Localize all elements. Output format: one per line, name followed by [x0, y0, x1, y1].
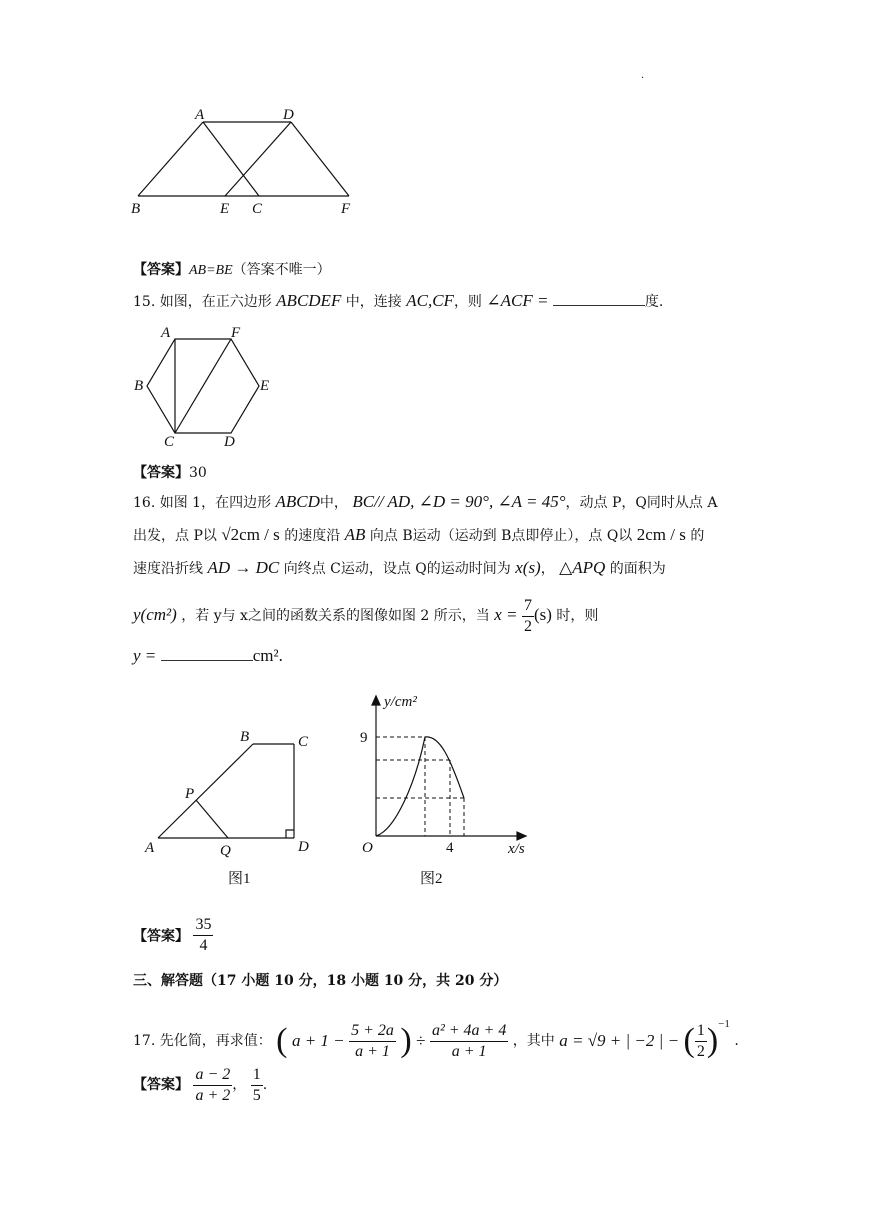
question-16-line4: [133, 595, 598, 637]
fig16b-ylabel: y/cm²: [384, 694, 417, 710]
q16-text: 向终点 C运动，设点 Q的运动时间为: [283, 561, 511, 577]
frac-den: a + 1: [451, 1042, 487, 1060]
q16-shape: ABCD: [275, 492, 320, 511]
fig14-label-B: B: [131, 201, 141, 217]
fig16a-label-C: C: [298, 734, 309, 750]
q16-text: 的: [690, 528, 705, 544]
fig15-label-D: D: [224, 434, 235, 450]
q16-text: 时，则: [556, 608, 599, 624]
section-heading: 三、解答题（17 小题 10 分，18 小题 10 分，共 20 分）: [133, 973, 508, 989]
answer-value: AB=BE: [189, 263, 233, 278]
q16-y-eq: y =: [133, 646, 157, 665]
frac-num: 1: [251, 1065, 263, 1086]
fig14-label-A: A: [195, 107, 205, 123]
q16-text: 出发，点 P以: [133, 528, 217, 544]
fig16b-tick-9: 9: [360, 730, 368, 746]
q17-divide: ÷: [416, 1031, 426, 1050]
q16-x-unit: (s): [533, 605, 552, 624]
answer-fraction: [193, 915, 213, 956]
frac-num: 7: [522, 596, 534, 617]
answer-15: [133, 462, 207, 482]
q16-fraction: [522, 596, 534, 637]
frac-den: 2: [696, 1042, 705, 1060]
q16-text: 速度沿折线: [133, 561, 203, 577]
q15-text2: 中，连接: [345, 294, 402, 310]
q16-text: ，: [540, 561, 555, 577]
paren-close: ): [400, 1022, 412, 1059]
question-16-line1: [133, 492, 717, 512]
frac-num: 35: [193, 915, 213, 936]
fig14-label-C: C: [252, 201, 263, 217]
fig16a-label-B: B: [240, 729, 250, 745]
question-17: [133, 1002, 739, 1063]
answer-separator: ，: [232, 1077, 247, 1093]
answer-14: [133, 259, 331, 279]
answer-fraction-2: [251, 1065, 263, 1106]
q15-angle: ∠ACF =: [486, 291, 549, 310]
q17-condition: a = √9 + | −2 | −: [559, 1031, 680, 1050]
fig16a-label-D: D: [298, 839, 309, 855]
q16-segment: AB: [344, 525, 366, 544]
fig16b-caption: 图2: [420, 871, 443, 887]
answer-label: 【答案】: [133, 465, 189, 481]
q16-speed-p: √2cm / s: [221, 525, 280, 544]
q17-text: ，其中: [512, 1033, 555, 1049]
paren-close: ): [706, 1022, 719, 1059]
answer-label: 【答案】: [133, 1077, 189, 1093]
fig14-label-F: F: [341, 201, 351, 217]
fig16a-label-A: A: [145, 840, 155, 856]
q15-text1: 如图，在正六边形: [159, 294, 272, 310]
q16-path: AD → DC: [207, 558, 280, 577]
q17-half: [695, 1021, 707, 1062]
answer-end: .: [262, 1077, 268, 1093]
question-number: 15.: [133, 294, 156, 310]
fig15-label-B: B: [134, 378, 144, 394]
q16-triangle: △APQ: [559, 558, 606, 577]
frac-num: a − 2: [193, 1065, 232, 1086]
q15-text3: ，则: [453, 294, 482, 310]
frac-den: 5: [252, 1086, 261, 1104]
fig16a-label-P: P: [185, 786, 195, 802]
answer-blank[interactable]: [553, 305, 645, 306]
q17-text: 先化简，再求值：: [159, 1033, 272, 1049]
frac-den: 4: [199, 937, 208, 954]
q17-expr: a + 1 −: [291, 1031, 345, 1050]
paren-open: (: [276, 1022, 288, 1059]
figure-q16-fig2-graph: [340, 690, 540, 890]
q16-text: 如图 1，在四边形: [159, 495, 272, 511]
fig16b-tick-4: 4: [446, 840, 454, 856]
figure-q15-hexagon: [128, 322, 278, 452]
answer-fraction-1: [193, 1065, 232, 1106]
q16-text: ，动点 P，Q同时从点 A: [565, 495, 718, 511]
fig15-label-C: C: [164, 434, 175, 450]
question-number: 16.: [133, 495, 156, 511]
q16-text: 向点 B运动（运动到 B点即停止），点 Q以: [369, 528, 633, 544]
answer-label: 【答案】: [133, 928, 189, 945]
q16-answer-unit: cm².: [252, 646, 283, 665]
question-number: 17.: [133, 1033, 156, 1049]
q15-lines: AC,CF: [406, 291, 454, 310]
answer-note: （答案不唯一）: [232, 262, 331, 278]
q16-x-eq: x =: [494, 605, 518, 624]
q15-unit: 度.: [644, 294, 664, 310]
frac-den: 2: [523, 617, 532, 635]
paren-open: (: [683, 1022, 695, 1059]
q16-text: 中，: [319, 495, 348, 511]
q15-shape: ABCDEF: [276, 291, 342, 310]
fig16a-label-Q: Q: [220, 843, 231, 859]
q16-text: ，若 y与 x之间的函数关系的图像如图 2 所示，当: [181, 608, 490, 624]
q16-speed-q: 2cm / s: [636, 525, 686, 544]
fig16b-xlabel: x/s: [508, 841, 525, 857]
q17-frac2: [430, 1021, 508, 1062]
fig16b-origin: O: [362, 840, 373, 856]
q17-end: .: [734, 1033, 739, 1049]
frac-den: a + 2: [195, 1086, 231, 1104]
fig15-label-E: E: [260, 378, 270, 394]
q17-frac1: [349, 1021, 396, 1062]
answer-17: [133, 1063, 267, 1107]
answer-16: [133, 915, 213, 956]
question-16-line3: [133, 558, 666, 578]
answer-blank[interactable]: [161, 660, 253, 661]
frac-num: a² + 4a + 4: [430, 1021, 508, 1042]
frac-den: a + 1: [355, 1042, 390, 1060]
q16-condition: BC// AD, ∠D = 90°, ∠A = 45°: [352, 492, 566, 511]
figure-q16-fig1: [140, 720, 330, 890]
q16-y-unit: y(cm²): [133, 605, 177, 624]
question-16-line2: [133, 525, 704, 545]
fig15-label-A: A: [161, 325, 171, 341]
fig16a-caption: 图1: [228, 871, 251, 887]
q16-text: 的面积为: [609, 561, 666, 577]
fig15-label-F: F: [231, 325, 241, 341]
q17-exponent: −1: [718, 1018, 730, 1030]
answer-value: 30: [189, 465, 207, 481]
answer-label: 【答案】: [133, 262, 189, 278]
question-15: [133, 291, 663, 311]
frac-num: 1: [695, 1021, 707, 1042]
figure-q14: [125, 100, 365, 220]
question-16-line5: [133, 646, 283, 666]
fig14-label-D: D: [283, 107, 294, 123]
header-dot: .: [641, 70, 645, 81]
fig14-label-E: E: [220, 201, 230, 217]
frac-num: 5 + 2a: [349, 1021, 396, 1042]
q16-text: 的速度沿: [284, 528, 341, 544]
q16-variable: x(s): [515, 558, 541, 577]
